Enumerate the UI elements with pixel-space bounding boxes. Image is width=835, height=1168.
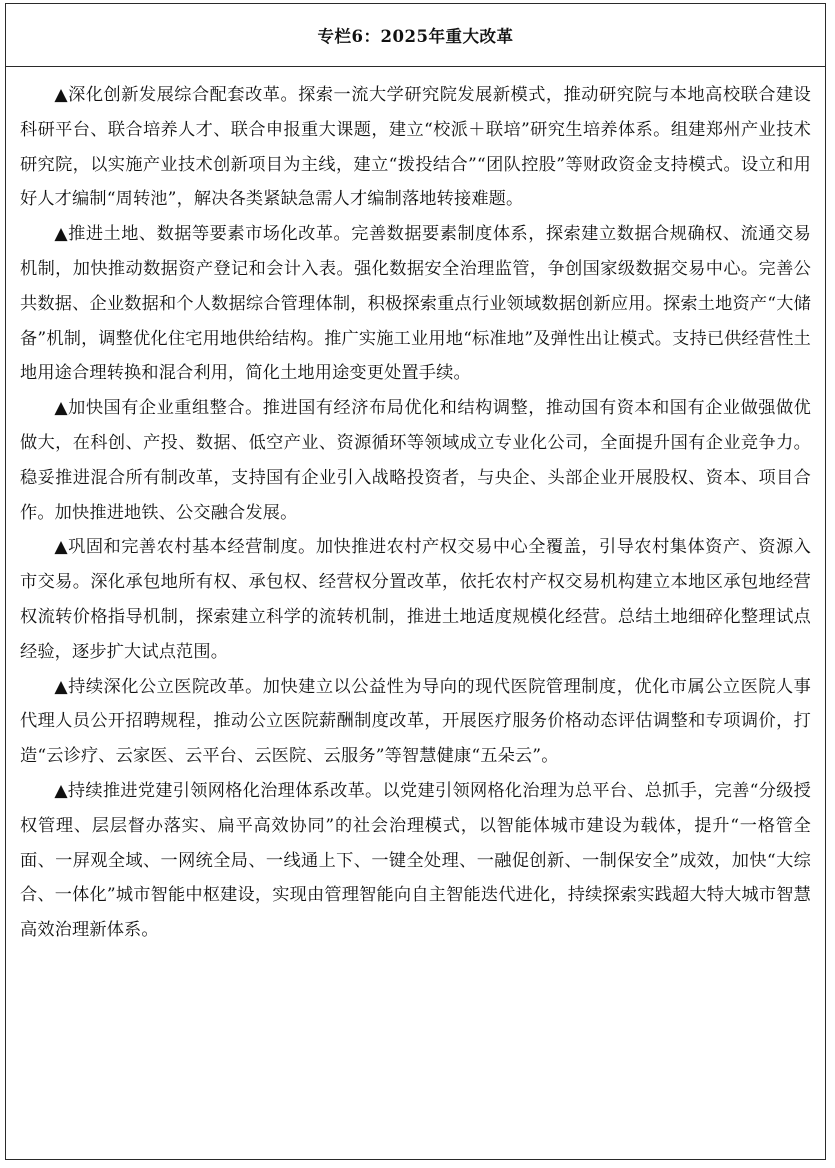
reform-paragraph: ▲持续深化公立医院改革。加快建立以公益性为导向的现代医院管理制度，优化市属公立医院人事代理人员公开招聘规程，推动公立医院薪酬制度改革，开展医疗服务价格动态评估调整和专项调价，打造“云诊疗、云家医、云平台、云医院、云服务”等智慧健康“五朵云”。	[20, 676, 811, 767]
column-box	[5, 3, 826, 1160]
reform-paragraph: ▲持续推进党建引领网格化治理体系改革。以党建引领网格化治理为总平台、总抓手，完善“分级授权管理、层层督办落实、扁平高效协同”的社会治理模式，以智能体城市建设为载体，提升“一格管全面、一屏观全域、一网统全局、一线通上下、一键全处理、一融促创新、一制保安全”成效，加快“大综合、一体化”城市智能中枢建设，实现由管理智能向自主智能迭代进化，持续探索实践超大特大城市智慧高效治理新体系。	[20, 780, 811, 941]
reform-paragraph: ▲加快国有企业重组整合。推进国有经济布局优化和结构调整，推动国有资本和国有企业做强做优做大，在科创、产投、数据、低空产业、资源循环等领域成立专业化公司，全面提升国有企业竞争力。稳妥推进混合所有制改革，支持国有企业引入战略投资者，与央企、头部企业开展股权、资本、项目合作。加快推进地铁、公交融合发展。	[20, 398, 811, 523]
reform-paragraph: ▲深化创新发展综合配套改革。探索一流大学研究院发展新模式，推动研究院与本地高校联合建设科研平台、联合培养人才、联合申报重大课题，建立“校派＋联培”研究生培养体系。组建郑州产业技术研究院，以实施产业技术创新项目为主线，建立“拨投结合”“团队控股”等财政资金支持模式。设立和用好人才编制“周转池”，解决各类紧缺急需人才编制落地转接难题。	[20, 85, 811, 210]
column-body	[6, 67, 825, 948]
column-title: 专栏6：2025年重大改革	[317, 27, 514, 46]
reform-paragraph: ▲推进土地、数据等要素市场化改革。完善数据要素制度体系，探索建立数据合规确权、流通交易机制，加快推动数据资产登记和会计入表。强化数据安全治理监管，争创国家级数据交易中心。完善公共数据、企业数据和个人数据综合管理体制，积极探索重点行业领域数据创新应用。探索土地资产“大储备”机制，调整优化住宅用地供给结构。推广实施工业用地“标准地”及弹性出让模式。支持已供经营性土地用途合理转换和混合利用，简化土地用途变更处置手续。	[20, 224, 811, 384]
column-header	[6, 4, 825, 67]
reform-paragraph: ▲巩固和完善农村基本经营制度。加快推进农村产权交易中心全覆盖，引导农村集体资产、资源入市交易。深化承包地所有权、承包权、经营权分置改革，依托农村产权交易机构建立本地区承包地经营权流转价格指导机制，探索建立科学的流转机制，推进土地适度规模化经营。总结土地细碎化整理试点经验，逐步扩大试点范围。	[20, 537, 811, 662]
